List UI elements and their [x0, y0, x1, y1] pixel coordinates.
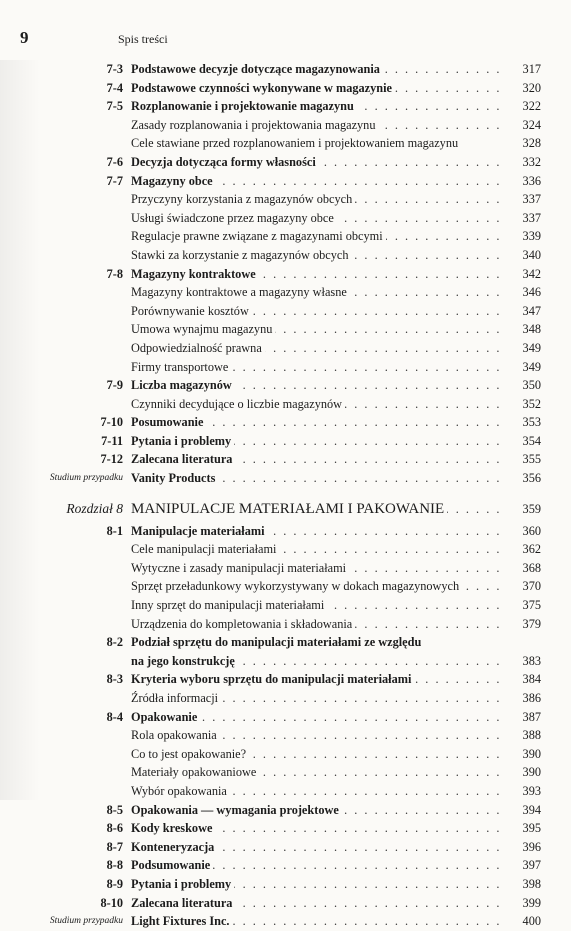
section-number: 7-12: [100, 452, 123, 467]
toc-subsection-row: [0, 246, 571, 265]
page-ref: 349: [522, 359, 541, 374]
entry-title: [131, 559, 502, 578]
page-ref: 384: [522, 672, 541, 687]
page-ref: 353: [522, 415, 541, 430]
section-number: 7-3: [106, 62, 123, 76]
entry-title: [131, 190, 502, 209]
entry-title: [131, 726, 502, 745]
entry-title: [131, 134, 502, 153]
page-ref: 320: [522, 80, 541, 95]
toc-subsection-row: [0, 726, 571, 745]
entry-title-text: Porównywanie kosztów: [131, 304, 252, 318]
entry-title: [131, 838, 502, 857]
page-ref: 362: [522, 542, 541, 557]
entry-title: [131, 227, 502, 246]
case-study-label: Studium przypadku: [49, 473, 123, 484]
page-ref: 337: [522, 192, 541, 207]
toc-section-row: [0, 376, 571, 395]
entry-title-text: Kryteria wyboru sprzętu do manipulacji materiałami: [131, 672, 414, 686]
page-ref: 390: [522, 765, 541, 780]
entry-title-text: Magazyny kontraktowe: [131, 267, 259, 281]
toc-subsection-row: [0, 395, 571, 414]
toc-section-row: [0, 413, 571, 432]
section-number: 7-11: [101, 433, 123, 448]
entry-title-text: Urządzenia do kompletowania i składowania: [131, 617, 355, 631]
page-ref: 375: [522, 598, 541, 613]
page-ref: 332: [522, 154, 541, 169]
section-number: 8-7: [106, 839, 123, 854]
entry-title: [131, 413, 502, 432]
section-number: 7-5: [106, 99, 123, 114]
entry-title: [131, 97, 502, 116]
page-ref: 397: [522, 858, 541, 873]
entry-title-text: Pytania i problemy: [131, 434, 234, 448]
entry-title: [131, 689, 502, 708]
entry-title: [131, 320, 502, 339]
toc-case-study-row: [0, 469, 571, 488]
entry-title: [131, 172, 502, 191]
entry-title-text: Konteneryzacja: [131, 840, 217, 854]
page-ref: 396: [522, 839, 541, 854]
page-ref: 390: [522, 746, 541, 761]
page-ref: 393: [522, 783, 541, 798]
toc-subsection-row: [0, 227, 571, 246]
page-ref: 350: [522, 378, 541, 393]
entry-title: [131, 432, 502, 451]
entry-title: [131, 819, 502, 838]
entry-title-text: Materiały opakowaniowe: [131, 765, 259, 779]
toc-section-row: [0, 819, 571, 838]
toc-section-row: [0, 633, 571, 652]
page-ref: 336: [522, 173, 541, 188]
section-number: 8-9: [106, 876, 123, 891]
entry-title-text: Podsumowanie: [131, 858, 213, 872]
toc-section-row: [0, 708, 571, 727]
table-of-contents: [0, 60, 571, 931]
entry-title-text: Źródła informacji: [131, 691, 221, 705]
toc-section-row: [0, 172, 571, 191]
entry-title-text: Inny sprzęt do manipulacji materiałami: [131, 598, 327, 612]
entry-title: [131, 782, 502, 801]
toc-section-row: [0, 801, 571, 820]
entry-title-text: Podstawowe decyzje dotyczące magazynowania: [131, 62, 383, 76]
section-number: 7-9: [106, 378, 123, 393]
entry-title: [131, 894, 502, 913]
page-ref: 349: [522, 340, 541, 355]
toc-section-row: [0, 153, 571, 172]
section-number: 7-6: [106, 154, 123, 169]
entry-title-text: Rozplanowanie i projektowanie magazynu: [131, 99, 357, 113]
case-study-label: Studium przypadku: [49, 916, 123, 927]
entry-title-text: Wytyczne i zasady manipulacji materiałami: [131, 561, 349, 575]
toc-section-row: [0, 652, 571, 671]
toc-section-row: [0, 894, 571, 913]
entry-title-text: Regulacje prawne związane z magazynami obcymi: [131, 229, 386, 243]
page-ref: 383: [522, 653, 541, 668]
entry-title: [131, 376, 502, 395]
entry-title: [131, 153, 502, 172]
page-ref: 394: [522, 802, 541, 817]
entry-title-text: MANIPULACJE MATERIAŁAMI I PAKOWANIE: [131, 501, 447, 517]
entry-title-text: Vanity Products: [131, 471, 218, 485]
page-ref: 339: [522, 229, 541, 244]
page-ref: 370: [522, 579, 541, 594]
entry-title: [131, 60, 502, 79]
entry-title: [131, 283, 502, 302]
page-ref: 324: [522, 117, 541, 132]
page-ref: 317: [522, 62, 541, 76]
entry-title-text: Opakowania — wymagania projektowe: [131, 803, 342, 817]
entry-title: [131, 246, 502, 265]
entry-title: [131, 358, 502, 377]
page-ref: 347: [522, 303, 541, 318]
toc-subsection-row: [0, 615, 571, 634]
entry-title: [131, 856, 502, 875]
entry-title: [131, 708, 502, 727]
toc-section-row: [0, 60, 571, 79]
entry-title: [131, 265, 502, 284]
entry-title-text: Manipulacje materiałami: [131, 524, 268, 538]
page-ref: 386: [522, 691, 541, 705]
entry-title: [131, 801, 502, 820]
toc-subsection-row: [0, 745, 571, 764]
toc-section-row: [0, 450, 571, 469]
entry-title-text: Zasady rozplanowania i projektowania magazynu: [131, 118, 378, 132]
section-number: 8-5: [106, 802, 123, 817]
toc-subsection-row: [0, 339, 571, 358]
entry-title: [131, 116, 502, 135]
section-number: 7-4: [106, 80, 123, 95]
entry-title-text: Magazyny kontraktowe a magazyny własne: [131, 285, 350, 299]
toc-section-row: [0, 97, 571, 116]
toc-subsection-row: [0, 190, 571, 209]
toc-section-row: [0, 856, 571, 875]
toc-subsection-row: [0, 320, 571, 339]
entry-title-text: Rola opakowania: [131, 728, 220, 742]
entry-title: [131, 652, 502, 671]
chapter-label: Rozdział 8: [66, 500, 123, 516]
entry-title-text: Umowa wynajmu magazynu: [131, 322, 275, 336]
toc-subsection-row: [0, 689, 571, 708]
section-number: 8-2: [106, 635, 123, 650]
toc-subsection-row: [0, 283, 571, 302]
toc-subsection-row: [0, 116, 571, 135]
toc-subsection-row: [0, 209, 571, 228]
page-ref: 399: [522, 895, 541, 910]
page-ref: 400: [522, 914, 541, 929]
entry-title: [131, 763, 502, 782]
toc-section-row: [0, 432, 571, 451]
page-header: [0, 28, 571, 48]
entry-title-text: Sprzęt przeładunkowy wykorzystywany w dokach magazynowych: [131, 579, 462, 593]
toc-section-row: [0, 875, 571, 894]
toc-section-row: [0, 522, 571, 541]
entry-title: [131, 302, 502, 321]
entry-title: [131, 522, 502, 541]
toc-section-row: [0, 670, 571, 689]
section-number: 8-6: [106, 821, 123, 836]
entry-title-text: Decyzja dotycząca formy własności: [131, 155, 319, 169]
entry-title-text: Liczba magazynów: [131, 378, 235, 392]
page-ref: 340: [522, 247, 541, 262]
entry-title: [131, 339, 502, 358]
toc-subsection-row: [0, 782, 571, 801]
section-number: 8-4: [106, 709, 123, 724]
toc-section-row: [0, 265, 571, 284]
toc-subsection-row: [0, 540, 571, 559]
running-title: Spis treści: [118, 32, 168, 46]
toc-subsection-row: [0, 134, 571, 153]
page-number: 9: [20, 28, 29, 47]
entry-title-text: Podstawowe czynności wykonywane w magazynie: [131, 81, 395, 95]
entry-title-text: na jego konstrukcję: [131, 654, 238, 668]
entry-title-text: Podział sprzętu do manipulacji materiałami ze względu: [131, 635, 424, 649]
entry-title: [131, 577, 502, 596]
entry-title-text: Magazyny obce: [131, 174, 216, 188]
entry-title-text: Czynniki decydujące o liczbie magazynów: [131, 397, 345, 411]
page-ref: 387: [522, 709, 541, 724]
page-ref: 359: [522, 501, 541, 516]
page-ref: 398: [522, 876, 541, 891]
entry-title-text: Stawki za korzystanie z magazynów obcych: [131, 248, 352, 262]
page-ref: 379: [522, 616, 541, 631]
entry-title: [131, 615, 502, 634]
page-ref: 352: [522, 396, 541, 411]
entry-title: [131, 875, 502, 894]
entry-title: [131, 395, 502, 414]
section-number: 8-3: [106, 672, 123, 687]
page-ref: 337: [522, 210, 541, 225]
page-ref: 368: [522, 560, 541, 575]
entry-title: [131, 469, 502, 488]
entry-title-text: Pytania i problemy: [131, 877, 234, 891]
entry-title-text: Co to jest opakowanie?: [131, 747, 249, 761]
entry-title-text: Cele stawiane przed rozplanowaniem i projektowaniem magazynu: [131, 136, 461, 150]
entry-title: [131, 633, 502, 652]
page-ref: 355: [522, 452, 541, 467]
entry-title-text: Zalecana literatura: [131, 452, 235, 466]
toc-section-row: [0, 838, 571, 857]
entry-title-text: Odpowiedzialność prawna: [131, 341, 265, 355]
entry-title: [131, 209, 502, 228]
page-ref: 348: [522, 322, 541, 337]
page-ref: 354: [522, 433, 541, 448]
entry-title-text: Light Fixtures Inc.: [131, 914, 233, 928]
toc-subsection-row: [0, 763, 571, 782]
entry-title: [131, 745, 502, 764]
toc-case-study-row: [0, 912, 571, 931]
section-number: 8-10: [100, 895, 123, 910]
entry-title: [131, 540, 502, 559]
section-number: 7-7: [106, 173, 123, 188]
page-ref: 328: [522, 136, 541, 151]
page-ref: 322: [522, 99, 541, 114]
section-number: 8-8: [106, 858, 123, 873]
toc-subsection-row: [0, 596, 571, 615]
entry-title-text: Wybór opakowania: [131, 784, 230, 798]
entry-title: [131, 496, 502, 522]
toc-section-row: [0, 79, 571, 98]
page-ref: 356: [522, 471, 541, 486]
page-ref: 360: [522, 523, 541, 538]
page-ref: 346: [522, 285, 541, 300]
entry-title-text: Posumowanie: [131, 415, 206, 429]
section-number: 7-8: [106, 266, 123, 281]
entry-title: [131, 596, 502, 615]
section-number: 7-10: [100, 415, 123, 430]
entry-title: [131, 79, 502, 98]
entry-title-text: Usługi świadczone przez magazyny obce: [131, 211, 337, 225]
entry-title-text: Zalecana literatura: [131, 896, 235, 910]
entry-title-text: Cele manipulacji materiałami: [131, 542, 279, 556]
page-ref: 388: [522, 728, 541, 743]
toc-subsection-row: [0, 358, 571, 377]
entry-title-text: Kody kreskowe: [131, 821, 215, 835]
toc-chapter-row: [0, 496, 571, 522]
entry-title-text: Opakowanie: [131, 710, 200, 724]
page-ref: 342: [522, 266, 541, 281]
toc-subsection-row: [0, 577, 571, 596]
page-ref: 395: [522, 821, 541, 836]
entry-title: [131, 670, 502, 689]
section-number: 8-1: [106, 523, 123, 538]
entry-title: [131, 450, 502, 469]
entry-title-text: Firmy transportowe: [131, 360, 231, 374]
toc-subsection-row: [0, 559, 571, 578]
entry-title: [131, 912, 502, 931]
entry-title-text: Przyczyny korzystania z magazynów obcych: [131, 192, 355, 206]
toc-subsection-row: [0, 302, 571, 321]
